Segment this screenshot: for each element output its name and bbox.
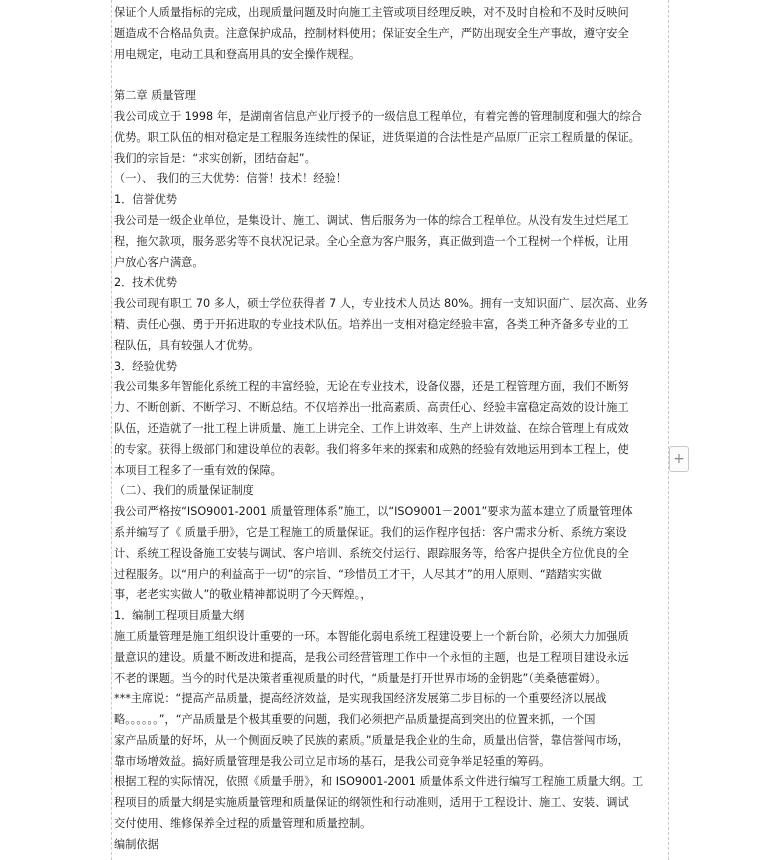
document-line: 我们的宗旨是：“求实创新，团结奋起”。 (114, 151, 316, 165)
document-line: 的专家。获得上级部门和建设单位的表彰。我们将多年来的探索和成熟的经验有效地运用到本工程上，使 (114, 442, 629, 456)
document-line: 本项目工程多了一重有效的保障。 (114, 463, 282, 477)
document-line: 户放心客户满意。 (114, 255, 204, 269)
document-line: 略。。。。。。”，“产品质量是个极其重要的问题，我们必须把产品质量提高到突出的位置来抓，一个国 (114, 713, 596, 727)
document-line: 1．编制工程项目质量大纲 (114, 609, 245, 623)
document-line: 计、系统工程设备施工安装与调试、客户培训、系统交付运行、跟踪服务等，给客户提供全方位优良的全 (114, 546, 629, 560)
document-line: ***主席说：“提高产品质量，提高经济效益，是实现我国经济发展第二步目标的一个重要经济以展战 (114, 692, 607, 706)
plus-icon: + (673, 451, 685, 467)
document-line: 量意识的建设。质量不断改进和提高，是我公司经营管理工作中一个永恒的主题，也是工程项目建设永远 (114, 650, 629, 664)
document-line: 2．技术优势 (114, 276, 178, 290)
document-line: 力、不断创新、不断学习、不断总结。不仅培养出一批高素质、高责任心、经验丰富稳定高效的设计施工 (114, 401, 629, 415)
document-line: 程，拖欠款项，服务恶劣等不良状况记录。全心全意为客户服务，真正做到造一个工程树一个样板，让用 (114, 234, 629, 248)
document-line: 1．信誉优势 (114, 193, 178, 207)
document-line (114, 65, 666, 86)
document-line: 题造成不合格品负责。注意保护成品，控制材料使用；保证安全生产，严防出现安全生产事故，遵守安全 (114, 26, 629, 40)
right-margin-guide (668, 0, 669, 860)
document-line: 根据工程的实际情况，依照《质量手册》，和 ISO9001-2001 质量体系文件进行编写工程施工质量大纲。工 (114, 775, 644, 789)
document-line: 我公司现有职工 70 多人，硕士学位获得者 7 人，专业技术人员达 80%。拥有一支知识面广、层次高、业务 (114, 297, 648, 311)
document-line: 施工质量管理是施工组织设计重要的一环。本智能化弱电系统工程建设要上一个新台阶，必须大力加强质 (114, 629, 629, 643)
document-line: 不老的课题。当今的时代是决策者重视质量的时代，“质量是打开世界市场的金钥匙”（美桑德霍姆）。 (114, 671, 607, 685)
document-line: （二）、我们的质量保证制度 (114, 484, 254, 498)
document-line: 我公司集多年智能化系统工程的丰富经验，无论在专业技术，设备仪器，还是工程管理方面，我们不断努 (114, 380, 629, 394)
document-line: 优势。职工队伍的相对稳定是工程服务连续性的保证，进货渠道的合法性是产品原厂正宗工程质量的保证。 (114, 130, 640, 144)
document-line: 用电规定，电动工具和登高用具的安全操作规程。 (114, 47, 361, 61)
document-line: 程项目的质量大纲是实施质量管理和质量保证的纲领性和行动准则，适用于工程设计、施工、安装、调试 (114, 796, 629, 810)
document-line: 第二章 质量管理 (114, 89, 196, 103)
document-line: 过程服务。以“用户的利益高于一切”的宗旨、“珍惜员工才干，人尽其才”的用人原则、“踏踏实实做 (114, 567, 602, 581)
document-line: 我公司是一级企业单位，是集设计、施工、调试、售后服务为一体的综合工程单位。从没有发生过烂尾工 (114, 213, 629, 227)
document-line: 队伍，还造就了一批工程上讲质量、施工上讲完全、工作上讲效率、生产上讲效益、在综合管理上有成效 (114, 421, 629, 435)
document-line: 保证个人质量指标的完成，出现质量问题及时向施工主管或项目经理反映，对不及时自检和不及时反映问 (114, 6, 629, 19)
document-line: 编制依据 (114, 837, 159, 851)
document-line: 交付使用、维修保养全过程的质量管理和质量控制。 (114, 817, 372, 831)
document-line: 靠市场增效益。搞好质量管理是我公司立足市场的基石，是我公司竞争举足轻重的筹码。 (114, 754, 551, 768)
document-line: 事，老老实实做人”的敬业精神都说明了今天辉煌。， (114, 588, 372, 602)
document-line: 家产品质量的好坏，从一个侧面反映了民族的素质。”质量是我企业的生命，质量出信誉，靠信誉闯市场， (114, 733, 629, 747)
document-line: 我公司成立于 1998 年，是湖南省信息产业厅授予的一级信息工程单位，有着完善的管理制度和强大的综合 (114, 109, 642, 123)
document-line: 程队伍，具有较强人才优势。 (114, 338, 260, 352)
document-body[interactable] (114, 3, 666, 856)
document-line: 精、责任心强、勇于开拓进取的专业技术队伍。培养出一支相对稳定经验丰富，各类工种齐备多专业的工 (114, 317, 629, 331)
document-line: 3．经验优势 (114, 359, 178, 373)
document-line: （一）、 我们的三大优势：信誉！技术！经验！ (114, 172, 347, 186)
document-line: 我公司严格按“ISO9001-2001 质量管理体系”施工，以“ISO9001－2001”要求为蓝本建立了质量管理体 (114, 505, 633, 519)
document-line: 系并编写了《 质量手册》，它是工程施工的质量保证。我们的运作程序包括：客户需求分析、系统方案设 (114, 525, 627, 539)
add-block-button[interactable] (669, 446, 689, 472)
